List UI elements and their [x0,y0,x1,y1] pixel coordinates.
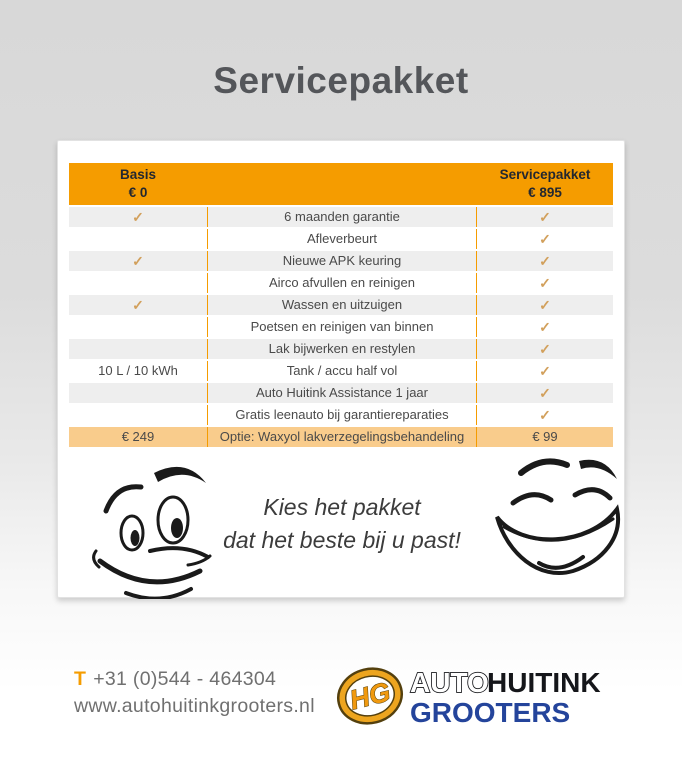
basis-cell: 10 L / 10 kWh [98,363,178,378]
service-label-cell: Auto Huitink Assistance 1 jaar [207,383,477,403]
hg-badge-icon [336,662,408,730]
basis-cell [69,229,207,249]
check-icon: ✓ [539,297,551,313]
phone-number: +31 (0)544 - 464304 [93,668,277,690]
basis-cell: € 249 [121,429,155,444]
table-header [69,163,613,205]
pakket-cell [477,273,613,293]
table-row [69,361,613,381]
service-label-cell: Lak bijwerken en restylen [207,339,477,359]
basis-column-header [69,166,207,202]
table-row [69,339,613,359]
table-row [69,229,613,249]
check-icon: ✓ [132,209,144,225]
pakket-cell: € 99 [532,429,558,444]
basis-cell [69,295,207,315]
logo-word-auto: AUTO [410,667,489,698]
service-label-cell: 6 maanden garantie [207,207,477,227]
table-row [69,383,613,403]
pakket-cell [477,207,613,227]
basis-cell [69,251,207,271]
basis-cell [69,339,207,359]
table-row [69,251,613,271]
website-url: www.autohuitinkgrooters.nl [74,695,315,717]
service-label-cell: Wassen en uitzuigen [207,295,477,315]
basis-cell [69,207,207,227]
service-label-cell: Poetsen en reinigen van binnen [207,317,477,337]
service-label-cell: Afleverbeurt [207,229,477,249]
service-label-cell: Airco afvullen en reinigen [207,273,477,293]
table-row [69,273,613,293]
service-label-cell: Optie: Waxyol lakverzegelingsbehandeling [207,427,477,447]
check-icon: ✓ [539,319,551,335]
tagline-line1: Kies het pakket [263,494,421,520]
pakket-cell [477,405,613,425]
table-row [69,427,613,447]
check-icon: ✓ [539,407,551,423]
contact-block [74,666,315,720]
tagline [197,491,487,557]
check-icon: ✓ [132,297,144,313]
check-icon: ✓ [539,275,551,291]
basis-cell [69,383,207,403]
table-body [69,207,613,447]
logo-badge-text: HG [346,676,394,716]
comparison-card [57,140,625,598]
pakket-cell [477,317,613,337]
check-icon: ✓ [539,385,551,401]
service-label-cell: Gratis leenauto bij garantiereparaties [207,405,477,425]
table-row [69,207,613,227]
pakket-column-header [477,166,613,202]
check-icon: ✓ [539,231,551,247]
basis-column-price: € 0 [128,185,148,200]
table-row [69,405,613,425]
page-title: Servicepakket [213,60,469,101]
basis-cell [69,273,207,293]
pakket-cell [477,295,613,315]
service-label-cell: Tank / accu half vol [207,361,477,381]
basis-cell [69,405,207,425]
basis-cell [69,317,207,337]
service-label-cell: Nieuwe APK keuring [207,251,477,271]
logo-word-huitink: HUITINK [487,667,601,698]
tagline-line2: dat het beste bij u past! [223,527,461,553]
pakket-cell [477,339,613,359]
check-icon: ✓ [539,341,551,357]
pakket-column-price: € 895 [528,185,562,200]
check-icon: ✓ [539,209,551,225]
pakket-cell [477,383,613,403]
check-icon: ✓ [132,253,144,269]
auto-huitink-grooters-logo [336,662,636,730]
check-icon: ✓ [539,363,551,379]
pakket-column-title: Servicepakket [499,166,591,182]
logo-word-grooters: GROOTERS [410,697,571,728]
phone-prefix: T [74,668,87,690]
basis-column-title: Basis [119,166,157,182]
table-row [69,317,613,337]
phone-line [74,666,315,693]
table-row [69,295,613,315]
laughing-face-illustration [491,453,627,585]
pakket-cell [477,229,613,249]
comparison-table [69,163,613,447]
pakket-cell [477,251,613,271]
check-icon: ✓ [539,253,551,269]
pakket-cell [477,361,613,381]
